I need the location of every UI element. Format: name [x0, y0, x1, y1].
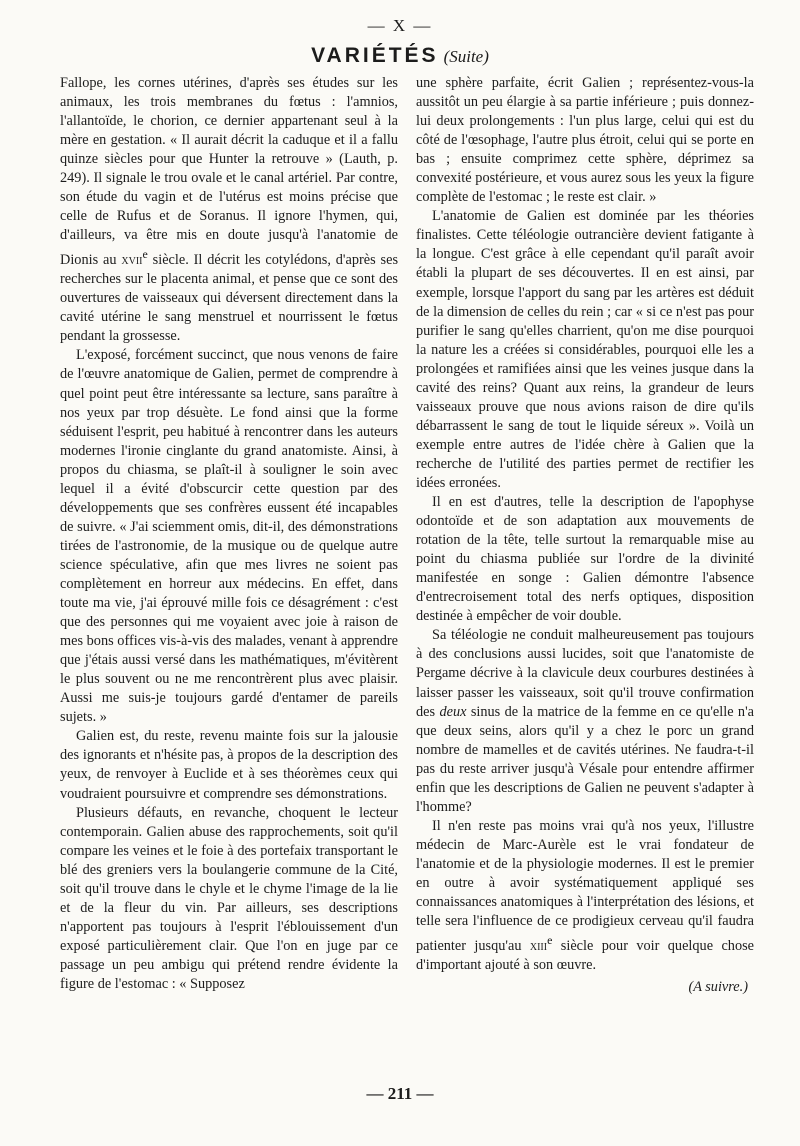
section-title [0, 44, 800, 68]
paragraph: Fallope, les cornes utérines, d'après ses études sur les animaux, les trois membranes du fœtus : l'amnios, l'allantoïde, le chorion, ce dernier appartenant seul à la mère en gestation. « Il aurait décrit la caduque et il a fallu quinze siècles pour que Hunter la retrouve » (Lauth, p. 249). Il signale le trou ovale et le canal artériel. Par contre, son étude du vagin et de l'utérus est moins précise que celle de Rufus et de Soranus. Il ignore l'hymen, qui, d'ailleurs, va être mis en doute jusqu'à l'anatomie de Dionis au xvii$^e$ siècle. Il décrit les cotylédons, d'après ses recherches sur le placenta animal, et pense que ce sont des ouvertures de vaisseaux qui déversent directement dans la cavité utérine le sang menstruel et nourrissent le fœtus pendant la grossesse. [60, 75, 399, 345]
paragraph: Sa téléologie ne conduit malheureusement pas toujours à des conclusions aussi lucides, soit que l'anatomiste de Pergame décrive à la clavicule deux courbures destinées à laisser passer les vaisseaux, soit qu'il trouve confirmation des deux sinus de la matrice de la femme en ce qu'elle n'a que deux seins, alors qu'il y a chez le porc un grand nombre de mamelles et de cavités utérines. Ne faudra-t-il pas du reste arriver jusqu'à Vésale pour entendre affirmer enfin que les descriptions de Galien ne peuvent s'adapter à l'homme? [416, 627, 754, 815]
paragraph: Plusieurs défauts, en revanche, choquent le lecteur contemporain. Galien abuse des rapprochements, soit qu'il compare les veines et le foie à des portefaix transportant le blé des greniers vers la boulangerie commune de la Cité, soit qu'il trouve dans le chyle et le chyme l'image de la lie et de la fleur du vin. Par ailleurs, ses descriptions n'apportent pas toujours à l'esprit l'éblouissement d'un exposé particulièrement clair. Que l'on en juge par ce passage un peu ambigu qui prétend rendre évidente la figure de l'estomac : « Supposez [60, 804, 398, 992]
paragraph: Galien est, du reste, revenu mainte fois sur la jalousie des ignorants et n'hésite pas, à propos de la description des yeux, de renvoyer à Euclide et à ses théorèmes ceux qui voudraient poursuivre et comprendre ses démonstrations. [60, 728, 398, 802]
to-be-continued: (A suivre.) [688, 978, 748, 995]
paragraph: Il en est d'autres, telle la description de l'apophyse odontoïde et de son adaptation aux mouvements de rotation de la tête, telle surtout la remarquable mise au point du chiasma publiée sur l'ordre de la divinité manifestée en songe : Galien démontre l'absence d'entrecroisement total des nerfs optiques, disposition destinée à empêcher de voir double. [416, 494, 754, 625]
page-number: — 211 — [366, 1084, 434, 1103]
century-numeral: xiii [529, 937, 548, 954]
paragraph: L'anatomie de Galien est dominée par les théories finalistes. Cette téléologie outrancière devient fatigante à la longue. C'est grâce à elle cependant qu'il paraît avoir établi la plupart de ses découvertes. Il en est ainsi, par exemple, lorsque l'apport du sang par les artères est déduit de la dimension de celles du rein ; car « si ce n'est pas pour purifier le sang qu'elles charrient, qu'on me dise pourquoi la nature les a créées si considérables, pourquoi elle les a prolongées et ramifiées ainsi que les veines jusque dans la cavité des reins? Quant aux reins, la grandeur de leurs vaisseaux prouve que nous avions raison de dire qu'ils débarrassent le sang de tout le liquide séreux ». Voilà un exemple entre autres de l'idée chère à Galien que la recherche de l'utilité des parties permet de rectifier les idées erronées. [416, 208, 754, 491]
italic-word: deux [439, 703, 467, 720]
title-main: VARIÉTÉS [311, 44, 439, 67]
century-numeral: xvii [121, 252, 143, 269]
left-column [60, 74, 398, 994]
paragraph: Il n'en reste pas moins vrai qu'à nos yeux, l'illustre médecin de Marc-Aurèle est le vrai fondateur de l'anatomie et de la physiologie modernes. Il est le premier en outre à avoir systématiquement appliqué ses connaissances anatomiques à l'interprétation des lésions, et telle sera l'influence de ce prodigieux cerveau qu'il faudra patienter jusqu'au xiii$^e$ siècle pour voir quelque chose d'important ajouté à son œuvre. [416, 817, 754, 973]
paragraph: une sphère parfaite, écrit Galien ; représentez-vous-la aussitôt un peu élargie à sa partie inférieure ; puis donnez-lui deux prolongements : l'un plus large, celui qui est du côté de l'œsophage, l'autre plus étroit, celui qui se porte en bas ; ensuite comprimez cette sphère, déprimez sa convexité postérieure, et vous aurez sous les yeux la figure complète de l'estomac ; le reste est clair. » [416, 75, 754, 206]
right-column [416, 74, 754, 997]
title-suite: (Suite) [443, 47, 489, 66]
page-folio: — X — [367, 16, 433, 35]
paragraph: L'exposé, forcément succinct, que nous venons de faire de l'œuvre anatomique de Galien, permet de comprendre à quel point peut être intéressante sa lecture, sans paraître à nos yeux par trop désuète. Le fond ainsi que la forme séduisent l'esprit, peu habitué à rencontrer dans les auteurs modernes l'ironie cinglante du grand anatomiste. Ainsi, à propos du chiasma, se plaît-il à souligner le soin avec lequel il a évité d'obscurcir cette question par des développements que ses confrères eussent été incapables de suivre. « J'ai sciemment omis, dit-il, des démonstrations tirées de l'astronomie, de la musique ou de quelque autre science spéculative, afin que mes livres ne soient pas complètement en horreur aux médecins. En effet, dans toute ma vie, j'ai éprouvé mille fois ce désagrément : c'est que des personnes qui me voyaient avec joie à raison de mes bons offices vis-à-vis des malades, venant à apprendre que j'étais aussi versé dans les mathématiques, m'évitèrent le plus souvent ou ne me rencontrèrent plus avec plaisir. Aussi me suis-je toujours gardé d'entamer de pareils sujets. » [60, 347, 398, 726]
